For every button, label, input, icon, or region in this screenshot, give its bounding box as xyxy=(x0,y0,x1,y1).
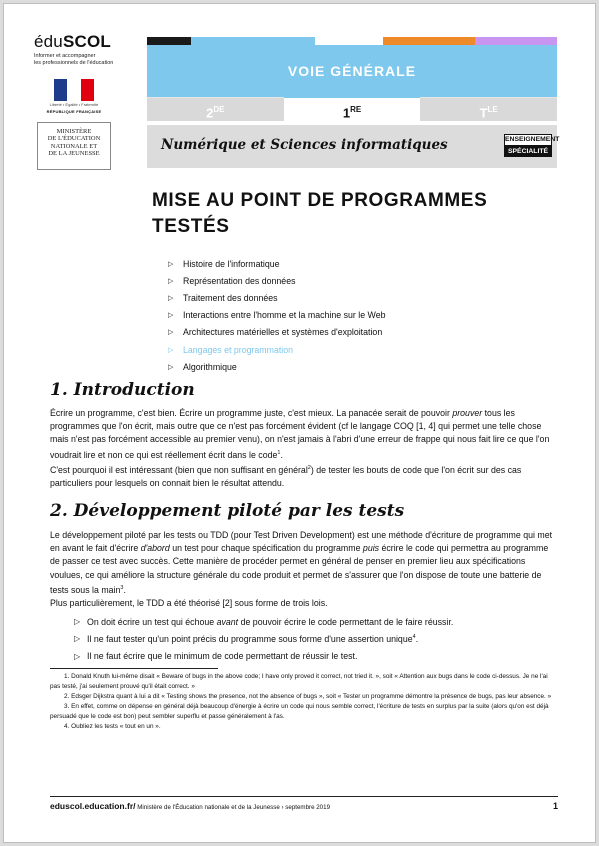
theme-item[interactable]: ▷ Histoire de l'informatique xyxy=(168,258,280,269)
tdd-laws-list xyxy=(74,613,453,665)
triangle-bullet-icon: ▷ xyxy=(168,329,174,337)
page-number: 1 xyxy=(552,801,558,811)
section-heading-introduction: 1. Introduction xyxy=(50,380,195,400)
footnote-ref[interactable]: 3 xyxy=(120,584,124,591)
page-footer xyxy=(50,801,558,811)
footnote: 4. Oubliez les tests « tout en un ». xyxy=(64,722,161,730)
footnote: 3. En effet, comme on dépense en général déjà beaucoup d'énergie à écrire un code qui nous semble correct, l'écriture de tests en surplus par la suite (alors qu'on est déjà persuadé que le code est bon) peut sembler superflu et passe généralement à l'as. xyxy=(50,702,549,720)
republic-motto: Liberté • Égalité • Fraternité xyxy=(49,102,99,107)
theme-item[interactable]: ▷ Interactions entre l'homme et la machine sur le Web xyxy=(168,310,386,321)
footer-separator xyxy=(50,796,558,797)
footnote: 1. Donald Knuth lui-même disait « Beware of bugs in the above code; I have only proved it correct, not tried it. », soit « Attention aux bugs dans le code ci-dessus. Je ne l'ai pas testé, j'ai seulement prouvé qu'il était correct. » xyxy=(50,673,548,690)
eduscol-wordmark: éduSCOL xyxy=(34,32,111,51)
republic-name: RÉPUBLIQUE FRANÇAISE xyxy=(46,109,102,114)
eduscol-logo[interactable] xyxy=(34,32,144,66)
theme-item[interactable]: ▷ Représentation des données xyxy=(168,275,296,286)
triangle-bullet-icon: ▷ xyxy=(74,634,81,644)
voie-banner: VOIE GÉNÉRALE xyxy=(147,45,557,97)
themes-list xyxy=(168,255,385,375)
intro-paragraph: Écrire un programme, c'est bien. Écrire un programme juste, c'est mieux. La panacée serait de pouvoir prouver tous les programmes que l'on écrit, mais outre que ce n'est pas forcément évident (cf le langage COQ [1, 4] qui permet une telle chose mais n'est pas forcément accessible au premier venu), on n'est jamais à l'abri d'une erreur de frappe qui nous fait lire ce que l'on voudrait lire et non ce qui est réellement écrit dans le code$^1$. C'est pourquoi il est intéressant (bien que non suffisant en général$^2$) de tester les bouts de code que l'on écrit sur des cas particuliers pour lesquels on connait bien le résultat attendu. xyxy=(50,408,550,488)
section-heading-tdd: 2. Développement piloté par les tests xyxy=(50,501,405,521)
footer-text: Ministère de l'Éducation nationale et de la Jeunesse › septembre 2019 xyxy=(137,804,331,811)
triangle-bullet-icon: ▷ xyxy=(168,312,174,320)
list-item: ▷ Il ne faut tester qu'un point précis du programme sous forme d'une assertion unique$^4$. xyxy=(74,633,419,644)
tab-seconde[interactable]: 2DE xyxy=(147,97,284,121)
tab-premiere[interactable]: 1RE xyxy=(284,97,421,121)
footnote-ref[interactable]: 4 xyxy=(412,634,416,641)
document-page xyxy=(3,3,596,843)
theme-item[interactable]: ▷ Architectures matérielles et systèmes d'exploitation xyxy=(168,327,383,338)
subject-title: Numérique et Sciences informatiques xyxy=(161,137,448,153)
footnotes xyxy=(50,672,558,732)
triangle-bullet-icon: ▷ xyxy=(168,294,174,302)
tab-terminale[interactable]: $T^{LE}$ xyxy=(420,97,557,121)
color-bars xyxy=(147,37,557,45)
theme-item[interactable]: ▷ Traitement des données xyxy=(168,292,278,303)
subject-banner xyxy=(147,125,560,168)
footnote-ref[interactable]: 1 xyxy=(277,449,281,456)
badge-specialite: SPÉCIALITÉ xyxy=(504,146,552,157)
list-item: ▷ On doit écrire un test qui échoue avant de pouvoir écrire le code permettant de le faire réussir. xyxy=(74,616,454,627)
theme-item[interactable]: ▷ Algorithmique xyxy=(168,361,237,372)
theme-item-current[interactable]: ▷ Langages et programmation xyxy=(168,344,294,355)
footer-site-link[interactable]: eduscol.education.fr/ xyxy=(50,801,136,811)
list-item: ▷ Il ne faut écrire que le minimum de code permettant de réussir le test. xyxy=(74,651,358,662)
footnote-separator xyxy=(50,668,218,669)
triangle-bullet-icon: ▷ xyxy=(168,277,174,285)
triangle-bullet-icon: ▷ xyxy=(74,617,81,627)
footnote-ref[interactable]: 2 xyxy=(307,464,311,471)
triangle-bullet-icon: ▷ xyxy=(168,363,174,371)
republique-francaise-logo xyxy=(37,71,111,123)
ministry-block: MINISTÈRE DE L'ÉDUCATION NATIONALE ET DE LA JEUNESSE xyxy=(37,122,111,170)
triangle-bullet-icon: ▷ xyxy=(168,346,174,354)
footnote: 2. Edsger Dijkstra quant à lui a dit « Testing shows the presence, not the absence of bugs », soit « Tester un programme démontre la présence de bugs, pas leur absence. » xyxy=(64,692,552,700)
page-title: MISE AU POINT DE PROGRAMMES TESTÉS xyxy=(152,190,488,237)
marianne-flag-icon xyxy=(54,79,94,101)
level-tabs xyxy=(147,97,557,121)
triangle-bullet-icon: ▷ xyxy=(168,260,174,268)
triangle-bullet-icon: ▷ xyxy=(74,651,81,661)
eduscol-tagline: Informer et accompagner les professionnels de l'éducation xyxy=(34,53,114,66)
badge-enseignement: ENSEIGNEMENT xyxy=(504,134,552,146)
tdd-paragraph: Le développement piloté par les tests ou TDD (pour Test Driven Development) est une méthode d'écriture de programme qui met en avant le fait d'écrire d'abord un test pour chaque spécification du programme puis écrire le code qui permettra au programme de passer ce test avec succès. Cette manière de procéder permet en général de penser en premier lieu aux spécifications voulues, ce qui améliore la structure générale du code produit et permet de s'assurer que l'on dispose de toute une batterie de tests sous la main$^3$. Plus particulièrement, le TDD a été théorisé [2] sous forme de trois lois. xyxy=(50,530,553,608)
